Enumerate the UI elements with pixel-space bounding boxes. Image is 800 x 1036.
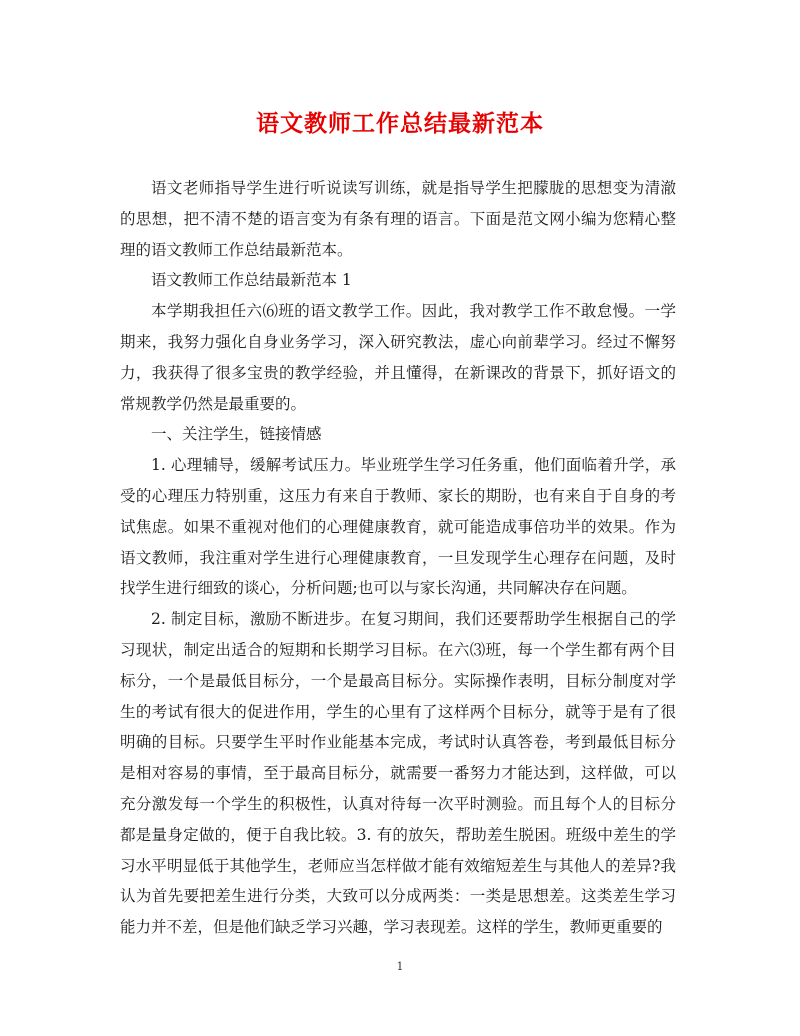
paragraph-point-1: 1. 心理辅导，缓解考试压力。毕业班学生学习任务重，他们面临着升学，承受的心理压力特别重，这压力有来自于教师、家长的期盼，也有来自于自身的考试焦虑。如果不重视对他们的心理健康教育，就可能造成事倍功半的效果。作为语文教师，我注重对学生进行心理健康教育，一旦发现学生心理存在问题，及时找学生进行细致的谈心，分析问题;也可以与家长沟通，共同解决存在问题。 xyxy=(120,456,676,598)
paragraph-intro: 语文老师指导学生进行听说读写训练，就是指导学生把朦胧的思想变为清澈的思想，把不清不楚的语言变为有条有理的语言。下面是范文网小编为您精心整理的语文教师工作总结最新范本。 xyxy=(120,179,676,259)
paragraph-subheading: 一、关注学生，链接情感 xyxy=(151,425,322,444)
paragraph-overview: 本学期我担任六⑹班的语文教学工作。因此，我对教学工作不敢怠慢。一学期来，我努力强化自身业务学习，深入研究教法，虚心向前辈学习。经过不懈努力，我获得了很多宝贵的教学经验，并且懂得，在新课改的背景下，抓好语文的常规教学仍然是最重要的。 xyxy=(120,302,676,413)
paragraph-section-heading: 语文教师工作总结最新范本 1 xyxy=(151,271,352,290)
document-title: 语文教师工作总结最新范本 xyxy=(256,110,544,137)
paragraph-point-2: 2. 制定目标，激励不断进步。在复习期间，我们还要帮助学生根据自己的学习现状，制定出适合的短期和长期学习目标。在六⑶班，每一个学生都有两个目标分，一个是最低目标分，一个是最高目标分。实际操作表明，目标分制度对学生的考试有很大的促进作用，学生的心里有了这样两个目标分，就等于是有了很明确的目标。只要学生平时作业能基本完成，考试时认真答卷，考到最低目标分是相对容易的事情，至于最高目标分，就需要一番努力才能达到，这样做，可以充分激发每一个学生的积极性，认真对待每一次平时测验。而且每个人的目标分都是量身定做的，便于自我比较。3. 有的放矢，帮助差生脱困。班级中差生的学习水平明显低于其他学生，老师应当怎样做才能有效缩短差生与其他人的差异?我认为首先要把差生进行分类，大致可以分成两类：一类是思想差。这类差生学习能力并不差，但是他们缺乏学习兴趣，学习表现差。这样的学生，教师更重要的 xyxy=(120,610,676,937)
page-number: 1 xyxy=(396,960,404,973)
document-body xyxy=(120,173,676,943)
